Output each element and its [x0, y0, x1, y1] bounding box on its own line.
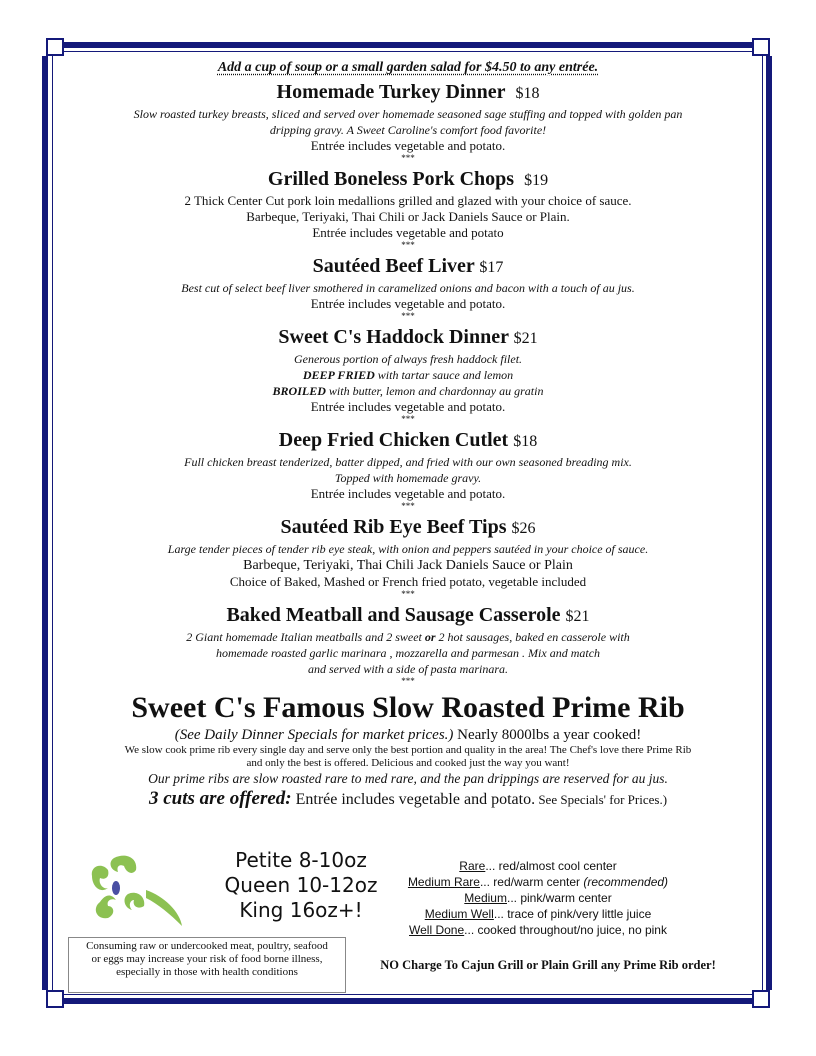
- doneness-rare: [388, 858, 688, 874]
- doneness-name: Medium Rare: [407, 875, 480, 889]
- dish-line: Barbeque, Teriyaki, Thai Chili Jack Daniels Sauce or Plain: [243, 558, 573, 573]
- dish-name: Sautéed Rib Eye Beef Tips: [280, 516, 507, 538]
- dish-desc: [66, 629, 750, 645]
- dish-line: Entrée includes vegetable and potato: [312, 225, 504, 240]
- cuts-mid: Entrée includes vegetable and potato.: [291, 791, 536, 808]
- doneness-well-done: [388, 922, 688, 938]
- doneness-desc: ... pink/warm center: [506, 891, 612, 905]
- dish-desc: Full chicken breast tenderized, batter dipped, and fried with our own seasoned breading mix.: [184, 455, 632, 469]
- flower-logo-icon: [86, 850, 196, 930]
- dish-desc: Best cut of select beef liver smothered in caramelized onions and bacon with a touch of au jus.: [181, 281, 635, 295]
- dish-name: Grilled Boneless Pork Chops: [267, 168, 515, 190]
- option-text: with butter, lemon and chardonnay au gratin: [325, 384, 544, 398]
- dish-name: Sautéed Beef Liver: [312, 255, 475, 277]
- health-notice: [68, 937, 346, 993]
- separator: ***: [401, 676, 415, 686]
- dish-price: $21: [565, 608, 590, 625]
- cut-size-queen: Queen 10-12oz: [224, 873, 378, 897]
- doneness-name: Medium: [464, 891, 507, 905]
- doneness-desc: ... red/warm center: [479, 875, 584, 889]
- market-price-line: [66, 726, 750, 744]
- doneness-guide: [388, 858, 688, 938]
- doneness-desc: ... trace of pink/very little juice: [493, 907, 652, 921]
- desc-or: or: [424, 630, 436, 644]
- dish-price: $18: [515, 85, 540, 102]
- dish-price: $19: [524, 172, 549, 189]
- dish-price: $21: [513, 330, 538, 347]
- dish-option-fried: [66, 367, 750, 383]
- notice-line: Consuming raw or undercooked meat, poultry, seafood: [86, 940, 328, 952]
- dish-chicken-cutlet: [66, 428, 750, 511]
- cut-size-king: King 16oz+!: [239, 898, 363, 922]
- dish-desc: Slow roasted turkey breasts, sliced and served over homemade seasoned sage stuffing and topped with golden pan: [133, 107, 683, 121]
- dish-haddock: [66, 325, 750, 424]
- menu-content: [66, 56, 750, 810]
- dish-note: Entrée includes vegetable and potato.: [310, 399, 506, 414]
- prime-rib-blurb: and only the best is offered. Delicious and cooked just the way you want!: [246, 757, 570, 769]
- doneness-desc: ... red/almost cool center: [485, 859, 617, 873]
- prime-rib-section: [66, 690, 750, 810]
- option-label: DEEP FRIED: [302, 368, 375, 382]
- dish-line: 2 Thick Center Cut pork loin medallions grilled and glazed with your choice of sauce.: [184, 193, 632, 208]
- option-text: with tartar sauce and lemon: [374, 368, 514, 382]
- doneness-name: Medium Well: [424, 907, 494, 921]
- dish-desc: Topped with homemade gravy.: [334, 471, 482, 485]
- dish-note: Entrée includes vegetable and potato.: [310, 296, 506, 311]
- separator: ***: [401, 414, 415, 424]
- cut-size-petite: Petite 8-10oz: [235, 848, 367, 872]
- promo-line: Add a cup of soup or a small garden salad for $4.50 to any entrée.: [217, 60, 599, 75]
- doneness-medium: [388, 890, 688, 906]
- dish-name: Homemade Turkey Dinner: [276, 81, 506, 103]
- notice-line: or eggs may increase your risk of food borne illness,: [91, 953, 323, 965]
- dish-line: Barbeque, Teriyaki, Thai Chili or Jack Daniels Sauce or Plain.: [246, 209, 570, 224]
- rare-line: Our prime ribs are slow roasted rare to med rare, and the pan drippings are reserved for au jus.: [148, 771, 668, 786]
- dish-desc: Generous portion of always fresh haddock filet.: [293, 352, 523, 366]
- dish-beef-tips: [66, 515, 750, 599]
- separator: ***: [401, 589, 415, 599]
- no-charge-note: NO Charge To Cajun Grill or Plain Grill any Prime Rib order!: [380, 958, 716, 972]
- doneness-medium-rare: [388, 874, 688, 890]
- dish-price: $18: [513, 433, 538, 450]
- doneness-name: Rare: [459, 859, 486, 873]
- separator: ***: [401, 153, 415, 163]
- prime-rib-details: [66, 848, 750, 938]
- cuts-lead: 3 cuts are offered:: [148, 788, 292, 809]
- doneness-extra: (recommended): [583, 875, 669, 889]
- dish-price: $17: [479, 259, 504, 276]
- dish-beef-liver: [66, 254, 750, 321]
- notice-line: especially in those with health conditions: [116, 966, 298, 978]
- dish-desc: Large tender pieces of tender rib eye steak, with onion and peppers sautéed in your choice of sauce.: [167, 542, 649, 556]
- dish-name: Deep Fried Chicken Cutlet: [278, 429, 509, 451]
- dish-pork-chops: [66, 167, 750, 250]
- prime-rib-title: Sweet C's Famous Slow Roasted Prime Rib: [131, 691, 685, 724]
- dish-turkey: [66, 80, 750, 163]
- dish-price: $26: [511, 520, 536, 537]
- dish-desc: and served with a side of pasta marinara.: [308, 662, 508, 676]
- option-label: BROILED: [272, 384, 326, 398]
- dish-option-broiled: [66, 383, 750, 399]
- dish-desc: homemade roasted garlic marinara , mozzarella and parmesan . Mix and match: [215, 646, 601, 660]
- dish-name: Sweet C's Haddock Dinner: [278, 326, 509, 348]
- dish-desc: dripping gravy. A Sweet Caroline's comfort food favorite!: [269, 123, 547, 137]
- doneness-name: Well Done: [409, 923, 465, 937]
- cuts-tail: See Specials' for Prices.): [535, 792, 668, 807]
- cuts-line: [66, 789, 750, 810]
- dish-name: Baked Meatball and Sausage Casserole: [226, 604, 561, 626]
- desc-part: 2 hot sausages, baked en casserole with: [435, 630, 630, 644]
- dish-note: Entrée includes vegetable and potato.: [310, 486, 506, 501]
- separator: ***: [401, 311, 415, 321]
- desc-part: 2 Giant homemade Italian meatballs and 2 sweet: [186, 630, 425, 644]
- dish-note: Entrée includes vegetable and potato.: [310, 138, 506, 153]
- separator: ***: [401, 501, 415, 511]
- dish-casserole: [66, 603, 750, 686]
- doneness-medium-well: [388, 906, 688, 922]
- doneness-desc: ... cooked throughout/no juice, no pink: [464, 923, 667, 937]
- market-rest: Nearly 8000lbs a year cooked!: [453, 727, 642, 743]
- separator: ***: [401, 240, 415, 250]
- market-italic: (See Daily Dinner Specials for market prices.): [174, 727, 454, 743]
- dish-line: Choice of Baked, Mashed or French fried potato, vegetable included: [229, 574, 587, 589]
- cut-sizes: [216, 848, 386, 923]
- prime-rib-blurb: We slow cook prime rib every single day and serve only the best portion and quality in the area! The Chef's love there Prime Rib: [124, 744, 692, 756]
